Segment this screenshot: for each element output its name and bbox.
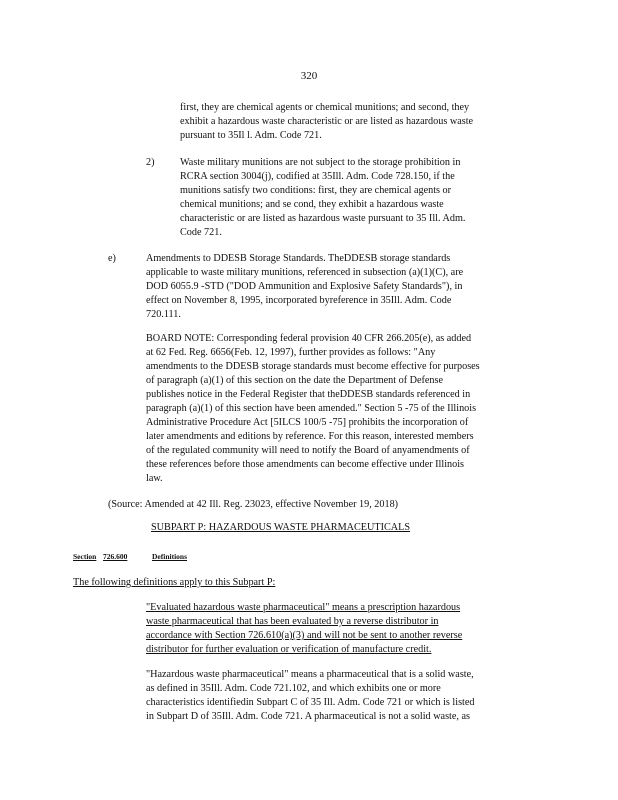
board-note-line-7: Administrative Procedure Act [5ILCS 100/5 -75] prohibits the incorporation of <box>146 417 469 428</box>
board-note-line-11: law. <box>146 473 163 484</box>
item-2-line-5: characteristic or are listed as hazardous waste pursuant to 35 Ill. Adm. <box>180 213 466 224</box>
board-note-line-8: later amendments and editions by reference. For this reason, interested members <box>146 431 474 442</box>
board-note-line-3: amendments to the DDESB storage standards must become effective for purposes <box>146 361 480 372</box>
item-2-line-6: Code 721. <box>180 227 222 238</box>
def1-line-3: accordance with Section 726.610(a)(3) and will not be sent to another reverse <box>146 630 463 641</box>
item-2-marker: 2) <box>146 157 155 168</box>
item-2-line-3: munitions satisfy two conditions: first, they are chemical agents or <box>180 185 452 196</box>
item-2-line-2: RCRA section 3004(j), codified at 35Ill. Adm. Code 728.150, if the <box>180 171 455 182</box>
section-label: Section <box>73 552 97 561</box>
item-e-line-2: applicable to waste military munitions, referenced in subsection (a)(1)(C), are <box>146 267 464 278</box>
board-note-line-4: of paragraph (a)(1) of this section on the date the Department of Defense <box>146 375 444 386</box>
item-2-line-4: chemical munitions; and se cond, they exhibit a hazardous waste <box>180 199 444 210</box>
item-e-line-5: 720.111. <box>146 309 181 320</box>
cont-line-1: first, they are chemical agents or chemical munitions; and second, they <box>180 102 470 113</box>
item-e-line-1: Amendments to DDESB Storage Standards. TheDDESB storage standards <box>146 253 451 264</box>
board-note-line-1: BOARD NOTE: Corresponding federal provision 40 CFR 266.205(e), as added <box>146 333 472 344</box>
cont-line-2: exhibit a hazardous waste characteristic or are listed as hazardous waste <box>180 116 474 127</box>
board-note-line-6: paragraph (a)(1) of this section have been amended." Section 5 -75 of the Illinois <box>146 403 477 414</box>
def1-line-2: waste pharmaceutical that has been evaluated by a reverse distributor in <box>146 616 439 627</box>
item-2-line-1: Waste military munitions are not subject to the storage prohibition in <box>180 157 461 168</box>
subpart-heading: SUBPART P: HAZARDOUS WASTE PHARMACEUTICALS <box>151 522 411 533</box>
item-e-line-4: effect on November 8, 1995, incorporated byreference in 35Ill. Adm. Code <box>146 295 452 306</box>
def2-line-3: characteristics identifiedin Subpart C of 35 Ill. Adm. Code 721 or which is listed <box>146 697 475 708</box>
board-note-line-9: of the regulated community will need to notify the Board of anyamendments of <box>146 445 470 456</box>
intro-line: The following definitions apply to this Subpart P: <box>73 577 276 588</box>
section-title: Definitions <box>152 552 188 561</box>
board-note-line-5: publishes notice in the Federal Register that theDDESB standards referenced in <box>146 389 471 400</box>
def1-line-1: "Evaluated hazardous waste pharmaceutical" means a prescription hazardous <box>146 602 461 613</box>
source-note: (Source: Amended at 42 Ill. Reg. 23023, effective November 19, 2018) <box>108 499 399 510</box>
def2-line-1: "Hazardous waste pharmaceutical" means a pharmaceutical that is a solid waste, <box>146 669 474 680</box>
def1-line-4: distributor for further evaluation or verification of manufacture credit. <box>146 644 432 655</box>
def2-line-4: in Subpart D of 35Ill. Adm. Code 721. A pharmaceutical is not a solid waste, as <box>146 711 470 722</box>
board-note-line-2: at 62 Fed. Reg. 6656(Feb. 12, 1997), further provides as follows: "Any <box>146 347 436 358</box>
section-number: 726.600 <box>103 552 128 561</box>
item-e-marker: e) <box>108 253 116 264</box>
cont-line-3: pursuant to 35Il l. Adm. Code 721. <box>180 130 322 141</box>
page-number: 320 <box>300 70 318 82</box>
def2-line-2: as defined in 35Ill. Adm. Code 721.102, and which exhibits one or more <box>146 683 441 694</box>
item-e-line-3: DOD 6055.9 -STD ("DOD Ammunition and Explosive Safety Standards"), in <box>146 281 463 292</box>
board-note-line-10: these references before those amendments can become effective under Illinois <box>146 459 465 470</box>
